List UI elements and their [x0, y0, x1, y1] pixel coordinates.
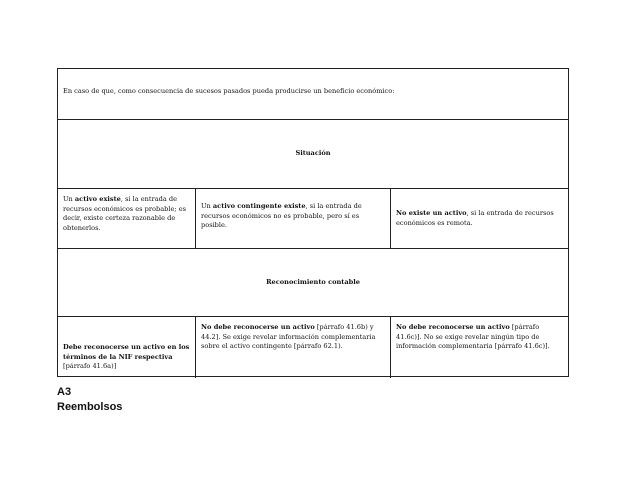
situacion-2-bold: No existe un activo: [396, 209, 467, 217]
reconocimiento-cell-no-existe: [391, 317, 568, 378]
intro-row: [58, 69, 568, 120]
situacion-row: [58, 189, 568, 249]
reconocimiento-2-post: [párrafo 41.6c)]. No se exige revelar ningún tipo de información complementaria [párrafo 41.6c)].: [396, 323, 550, 350]
situacion-0-post: , si la entrada de recursos económicos es probable; es decir, existe certeza razonable de obtenerlos.: [63, 195, 186, 232]
reconocimiento-0-bold: Debe reconocerse un activo en los términos de la NIF respectiva: [63, 343, 190, 361]
section-code: A3: [57, 386, 72, 398]
situacion-0-pre: Un: [63, 195, 75, 203]
situacion-2-post: , si la entrada de recursos económicos es remota.: [396, 209, 554, 227]
reconocimiento-cell-activo: [58, 317, 196, 378]
reconocimiento-0-post: [párrafo 41.6a)]: [63, 362, 117, 370]
situacion-1-post: , si la entrada de recursos económicos no es probable, pero sí es posible.: [201, 202, 362, 229]
reconocimiento-2-bold: No debe reconocerse un activo: [396, 323, 510, 331]
situacion-1-pre: Un: [201, 202, 213, 210]
recognition-table: [57, 68, 569, 377]
reconocimiento-row: [58, 317, 568, 378]
reconocimiento-1-bold: No debe reconocerse un activo: [201, 323, 315, 331]
situacion-header-row: [58, 120, 568, 189]
situacion-1-bold: activo contingente existe: [212, 202, 306, 210]
reconocimiento-header: Reconocimiento contable: [266, 277, 360, 286]
situacion-0-bold: activo existe: [74, 195, 121, 203]
situacion-cell-no-existe: [391, 189, 568, 248]
situacion-cell-contingente: [196, 189, 391, 248]
situacion-cell-activo: [58, 189, 196, 248]
reconocimiento-header-row: [58, 249, 568, 317]
reconocimiento-1-post: [párrafo 41.6b) y 44.2]. Se exige revelar información complementaria sobre el activo contingente [párrafo 62.1).: [201, 323, 376, 350]
situacion-header: Situación: [295, 149, 331, 158]
section-title: Reembolsos: [57, 401, 123, 413]
intro-text: En caso de que, como consecuencia de sucesos pasados pueda producirse un beneficio económico:: [63, 87, 395, 95]
reconocimiento-cell-contingente: [196, 317, 391, 378]
